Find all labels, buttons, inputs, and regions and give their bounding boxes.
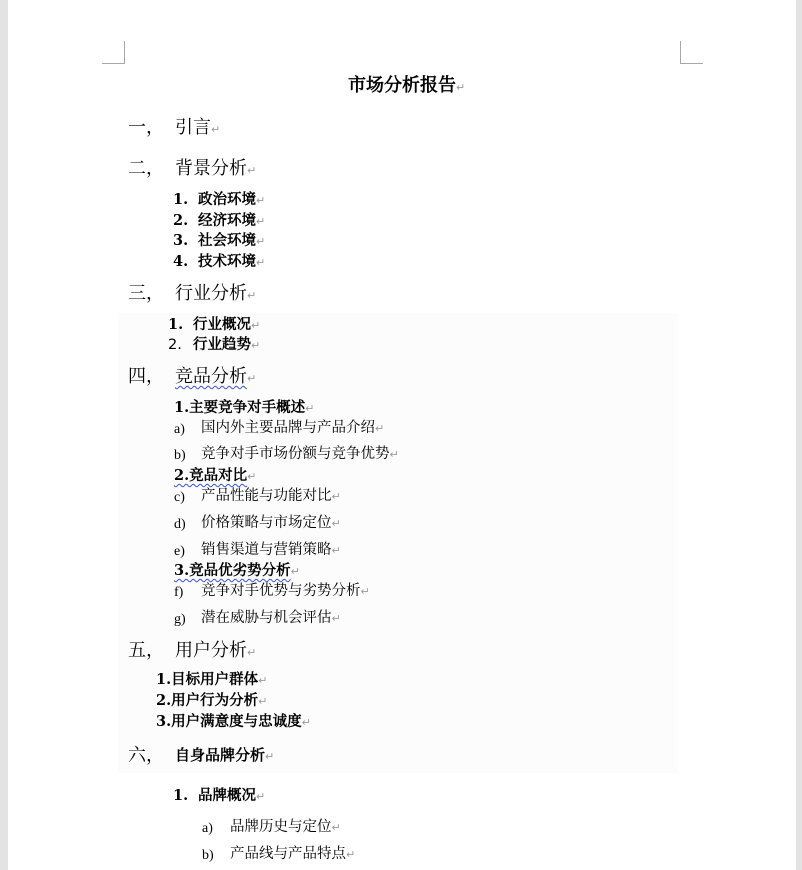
paragraph-mark: ↵ xyxy=(331,490,341,503)
document-title[interactable] xyxy=(348,77,465,95)
subheading-text: 1.主要竞争对手概述 xyxy=(174,399,306,416)
list-item-text: 产品性能与功能对比 xyxy=(201,488,332,504)
list-item-text: 1.目标用户群体 xyxy=(156,671,259,688)
paragraph-mark: ↵ xyxy=(256,790,266,803)
paragraph-mark: ↵ xyxy=(331,544,341,557)
list-item[interactable] xyxy=(156,715,311,730)
section-number: 三， xyxy=(128,283,164,304)
list-item-text: 产品线与产品特点 xyxy=(230,846,346,862)
list-letter: d) xyxy=(174,517,186,532)
list-number: 1. xyxy=(173,787,189,804)
list-item[interactable] xyxy=(193,338,260,353)
document-page[interactable] xyxy=(8,0,796,870)
paragraph-mark: ↵ xyxy=(375,422,385,435)
section-heading-text: 引言 xyxy=(175,117,211,138)
paragraph-mark: ↵ xyxy=(247,470,257,483)
paragraph-mark: ↵ xyxy=(265,750,275,763)
list-number: 1. xyxy=(173,191,189,208)
list-number: 4. xyxy=(173,253,189,270)
list-number: 1. xyxy=(168,316,184,333)
list-item-text: 技术环境 xyxy=(198,253,256,270)
section-heading-competitors[interactable] xyxy=(175,368,256,386)
paragraph-mark: ↵ xyxy=(247,164,257,177)
paragraph-mark: ↵ xyxy=(290,565,300,578)
list-number: 2. xyxy=(173,212,189,229)
section-number: 二， xyxy=(128,158,164,179)
list-item[interactable] xyxy=(156,673,267,688)
paragraph-mark: ↵ xyxy=(331,517,341,530)
list-letter: c) xyxy=(174,490,185,505)
list-item[interactable] xyxy=(201,611,341,626)
list-item-text: 潜在威胁与机会评估 xyxy=(201,610,332,626)
paragraph-mark: ↵ xyxy=(247,646,257,659)
paragraph-mark: ↵ xyxy=(251,339,261,352)
paragraph-mark: ↵ xyxy=(256,215,266,228)
list-item-text: 竞争对手优势与劣势分析 xyxy=(201,583,361,599)
subheading[interactable] xyxy=(174,401,314,416)
list-item[interactable] xyxy=(230,820,341,835)
paragraph-mark: ↵ xyxy=(251,319,261,332)
list-item[interactable] xyxy=(156,694,267,709)
paragraph-mark: ↵ xyxy=(360,585,370,598)
list-item-text: 国内外主要品牌与产品介绍 xyxy=(201,420,375,436)
list-item[interactable] xyxy=(201,447,399,462)
list-letter: e) xyxy=(174,544,185,559)
paragraph-mark: ↵ xyxy=(331,612,341,625)
paragraph-mark: ↵ xyxy=(258,695,268,708)
paragraph-mark: ↵ xyxy=(247,372,257,385)
paragraph-mark: ↵ xyxy=(305,402,315,415)
window-frame-right xyxy=(796,0,802,870)
paragraph-mark: ↵ xyxy=(331,821,341,834)
list-item[interactable] xyxy=(201,516,341,531)
list-item-text: 竞争对手市场份额与竞争优势 xyxy=(201,446,390,462)
list-number: 2. xyxy=(168,337,182,353)
section-number: 六， xyxy=(128,745,164,766)
list-letter: f) xyxy=(174,585,184,600)
list-item[interactable] xyxy=(201,543,341,558)
paragraph-mark: ↵ xyxy=(456,81,466,94)
list-item[interactable] xyxy=(201,421,384,436)
paragraph-mark: ↵ xyxy=(389,448,399,461)
subheading[interactable] xyxy=(174,469,256,484)
section-number: 四， xyxy=(128,366,164,387)
list-item-text: 价格策略与市场定位 xyxy=(201,515,332,531)
crop-mark-top-left xyxy=(102,41,125,64)
paragraph-mark: ↵ xyxy=(211,123,221,136)
crop-mark-top-right xyxy=(680,41,703,64)
document-title-text: 市场分析报告 xyxy=(348,75,456,96)
list-item[interactable] xyxy=(198,255,265,270)
list-number: 3. xyxy=(173,232,189,249)
paragraph-mark: ↵ xyxy=(256,235,266,248)
section-heading-text: 自身品牌分析 xyxy=(175,746,266,764)
section-heading-text: 竞品分析 xyxy=(175,366,247,387)
subheading-text: 2.竞品对比 xyxy=(174,467,248,484)
list-item[interactable] xyxy=(198,193,265,208)
section-number: 五， xyxy=(128,640,164,661)
paragraph-mark: ↵ xyxy=(301,716,311,729)
subheading-text: 3.竞品优劣势分析 xyxy=(174,562,291,579)
section-heading-text: 行业分析 xyxy=(175,283,247,304)
section-heading-text: 背景分析 xyxy=(175,158,247,179)
list-item-text: 行业概况 xyxy=(193,316,251,333)
list-letter: g) xyxy=(174,612,186,627)
list-item[interactable] xyxy=(198,214,265,229)
section-heading-own-brand[interactable] xyxy=(175,748,274,763)
list-item[interactable] xyxy=(201,584,370,599)
list-item-text: 社会环境 xyxy=(198,232,256,249)
list-item-text: 2.用户行为分析 xyxy=(156,692,259,709)
section-number: 一， xyxy=(128,117,164,138)
section-heading-industry[interactable] xyxy=(175,285,256,303)
list-item[interactable] xyxy=(193,318,260,333)
section-heading-users[interactable] xyxy=(175,642,256,660)
list-letter: b) xyxy=(202,848,214,863)
paragraph-mark: ↵ xyxy=(247,289,257,302)
list-item-text: 品牌概况 xyxy=(198,787,256,804)
list-item-text: 品牌历史与定位 xyxy=(230,819,332,835)
section-heading-introduction[interactable] xyxy=(175,119,220,137)
paragraph-mark: ↵ xyxy=(258,674,268,687)
list-letter: b) xyxy=(174,448,186,463)
list-item[interactable] xyxy=(201,489,341,504)
paragraph-mark: ↵ xyxy=(256,256,266,269)
section-heading-text: 用户分析 xyxy=(175,640,247,661)
paragraph-mark: ↵ xyxy=(256,194,266,207)
list-item[interactable] xyxy=(198,789,265,804)
list-letter: a) xyxy=(174,422,185,437)
list-item-text: 行业趋势 xyxy=(193,336,251,353)
subheading[interactable] xyxy=(174,564,300,579)
list-item-text: 经济环境 xyxy=(198,212,256,229)
paragraph-mark: ↵ xyxy=(346,848,356,861)
list-item[interactable] xyxy=(198,234,265,249)
section-heading-background[interactable] xyxy=(175,160,256,178)
list-item-text: 政治环境 xyxy=(198,191,256,208)
window-frame-left xyxy=(0,0,8,870)
list-item[interactable] xyxy=(230,847,355,862)
list-item-text: 3.用户满意度与忠诚度 xyxy=(156,713,302,730)
list-item-text: 销售渠道与营销策略 xyxy=(201,542,332,558)
list-letter: a) xyxy=(202,821,213,836)
